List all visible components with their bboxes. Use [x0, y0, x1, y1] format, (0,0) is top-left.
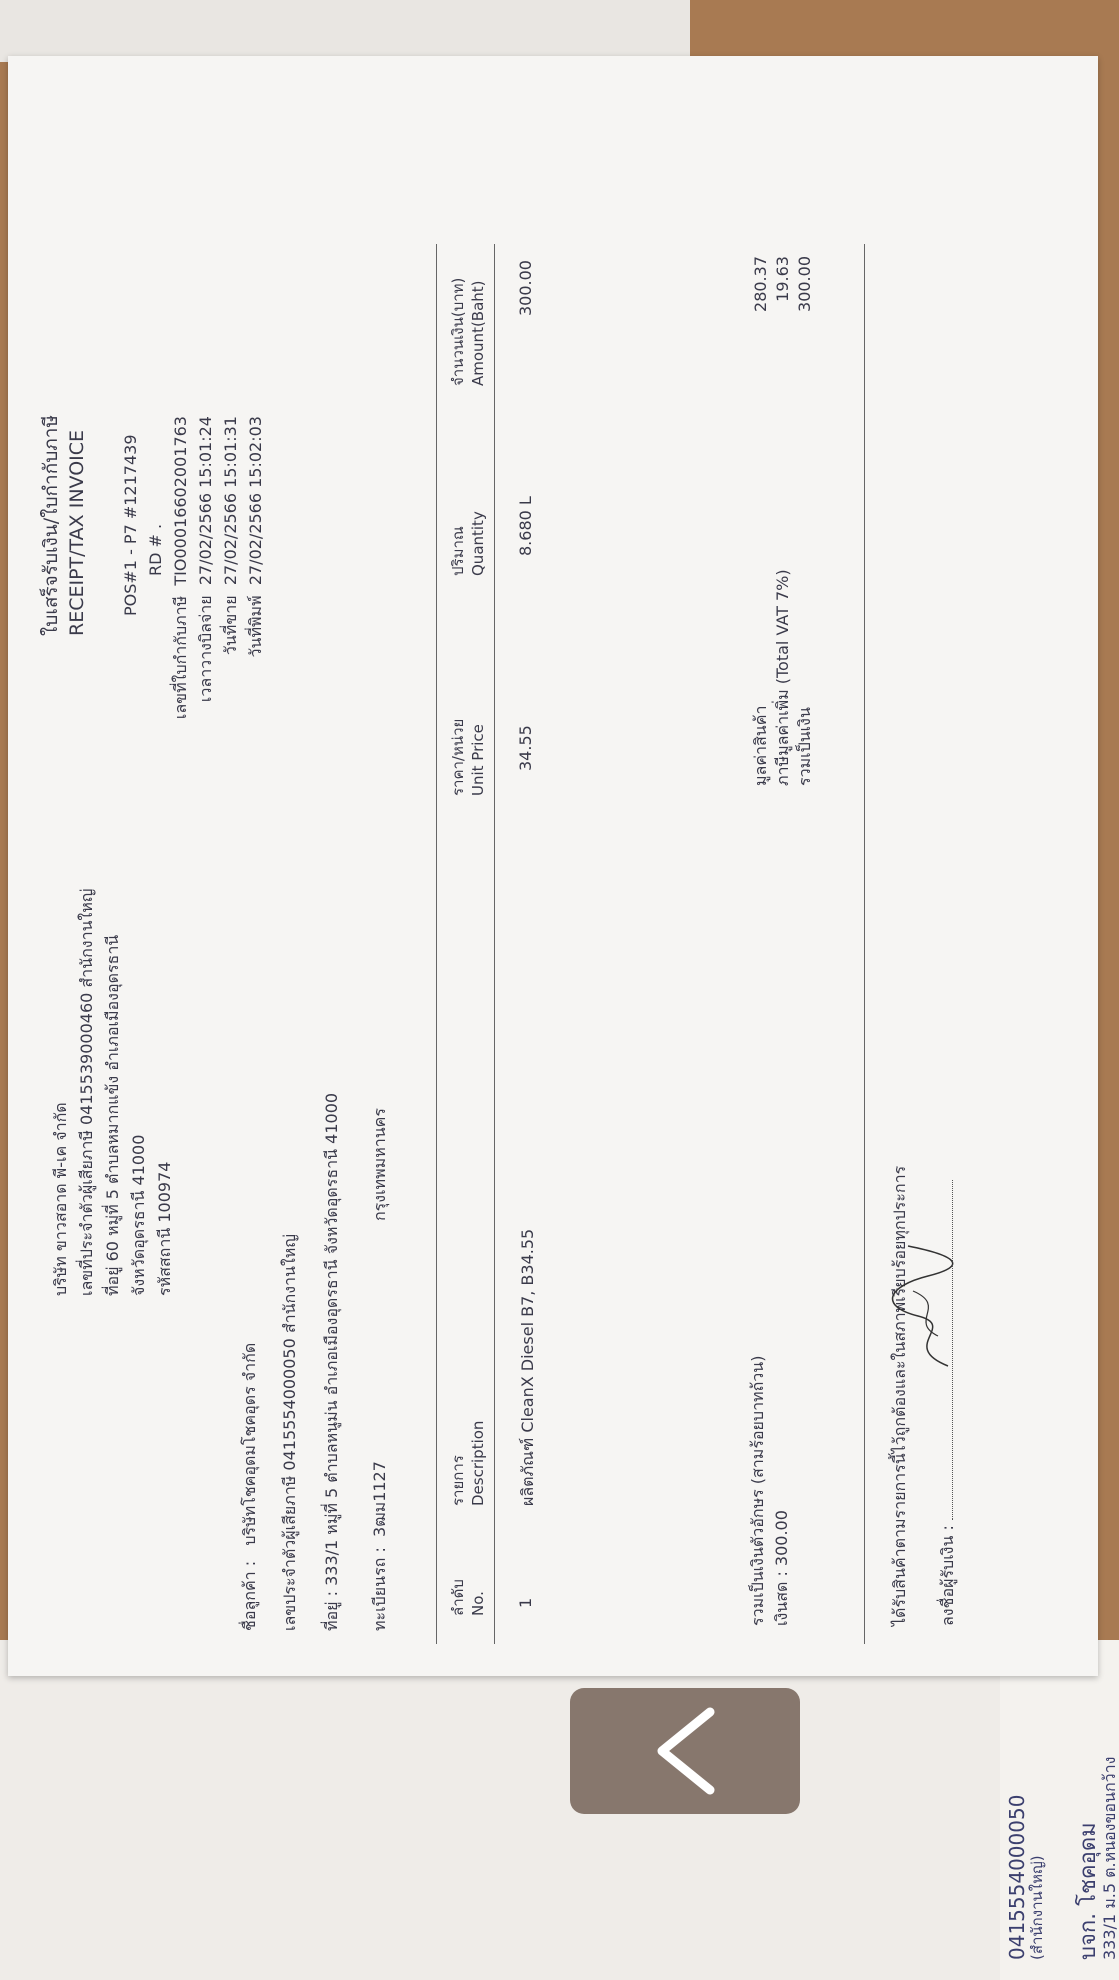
table-top-rule [436, 244, 437, 1644]
rd-number: RD # . [146, 523, 165, 576]
vat-label: ภาษีมูลค่าเพิ่ม (Total VAT 7%) [773, 569, 792, 786]
header-amount [448, 278, 488, 386]
header-quantity-en: Quantity [469, 511, 487, 576]
plate-number: 3ฒม1127 [370, 1461, 389, 1537]
vat-value: 19.63 [773, 256, 792, 302]
row-unit-price: 34.55 [516, 725, 535, 771]
sale-date-row [218, 416, 243, 876]
row-amount: 300.00 [516, 260, 535, 316]
header-description [448, 1421, 488, 1506]
totals-labels [750, 569, 816, 786]
company-branch-code: รหัสสถานี 100974 [155, 1161, 174, 1296]
totals-rule [864, 244, 865, 1644]
plate-province: กรุงเทพมหานคร [370, 1108, 389, 1221]
totals-values [750, 256, 816, 336]
receipt-document [8, 56, 1098, 1676]
subtotal-label: มูลค่าสินค้า [751, 705, 770, 786]
header-unit-price-th: ราคา/หน่วย [449, 718, 467, 796]
tax-invoice-label: เลขที่ใบกำกับภาษี [171, 595, 190, 720]
company-address-2: จังหวัดอุดรธานี 41000 [129, 1134, 148, 1296]
total-value: 300.00 [795, 256, 814, 312]
back-arrow-sticker [570, 1688, 800, 1814]
plate-label: ทะเบียนรถ : [370, 1547, 389, 1631]
header-unit-price [448, 719, 488, 796]
background-text-line-4: 0415554000050 [1005, 1794, 1029, 1960]
header-amount-en: Amount(Baht) [469, 280, 487, 386]
issue-time: 27/02/2566 15:01:24 [196, 416, 215, 586]
signature-label: ลงชื่อผู้รับเงิน : [938, 1520, 957, 1626]
row-description: ผลิตภัณฑ์ CleanX Diesel B7, B34.55 [518, 1228, 537, 1506]
document-title-en: RECEIPT/TAX INVOICE [66, 429, 88, 636]
company-address-1: ที่อยู่ 60 หมู่ที่ 5 ตำบลหมากแข้ง อำเภอเมืองอุดรธานี [103, 934, 122, 1296]
customer-name: บริษัทโชคอุดมโชคอุดร จำกัด [240, 1342, 259, 1546]
background-paper-top [0, 0, 690, 62]
plate-row [368, 1071, 393, 1631]
company-name: บริษัท ขาวสอาด พี-เค จำกัด [51, 1102, 70, 1296]
sale-date-label: วันที่ขาย [221, 595, 240, 656]
table-header-rule [494, 244, 495, 1644]
pos-number: POS#1 - P7 #1217439 [121, 434, 140, 616]
header-no [448, 1579, 488, 1616]
company-header [48, 888, 178, 1296]
tax-invoice-row [168, 416, 193, 876]
document-title-th: ใบเสร็จรับเงิน/ใบกำกับภาษี [40, 415, 62, 636]
header-no-th: ลำดับ [449, 1579, 467, 1616]
customer-tax-id: เลขประจำตัวผู้เสียภาษี 0415554000050 สำนักงานใหญ่ [280, 1234, 299, 1631]
header-description-th: รายการ [449, 1455, 467, 1506]
document-meta [118, 416, 268, 876]
background-text-line-3: (สำนักงานใหญ่) [1028, 1855, 1046, 1960]
header-no-en: No. [469, 1591, 487, 1616]
tax-invoice-number: TIO000166020017​63 [171, 416, 190, 586]
customer-name-row [238, 1343, 263, 1631]
header-amount-th: จำนวนเงิน(บาท) [449, 277, 467, 386]
signature-scribble [878, 1236, 968, 1376]
subtotal-value: 280.37 [751, 256, 770, 312]
document-title [38, 415, 90, 636]
cash-paid: เงินสด : 300.00 [772, 1510, 791, 1626]
print-date-row [243, 416, 268, 876]
background-paper-bottom [0, 1640, 1119, 1980]
customer-address: ที่อยู่ : 333/1 หมู่ที่ 5 ตำบลหนูม่น อำเภอเมืองอุดรธานี จังหวัดอุดรธานี 41000 [322, 1092, 341, 1631]
received-statement: ได้รับสินค้าตามรายการนี้ไว้ถูกต้องและในสภาพเรียบร้อยทุกประการ [890, 1165, 909, 1626]
company-tax-id: เลขที่ประจำตัวผู้เสียภาษี 0415539000460 สำนักงานใหญ่ [77, 888, 96, 1296]
issue-time-row [193, 416, 218, 876]
header-quantity-th: ปริมาณ [449, 526, 467, 576]
header-unit-price-en: Unit Price [469, 724, 487, 796]
background-text-line-2: 333/1 ม.5 ต.หนองขอนกว้าง [1100, 1756, 1119, 1960]
row-quantity: 8.680 L [516, 496, 535, 556]
issue-time-label: เวลาวางบิลจ่าย [196, 595, 215, 703]
total-label: รวมเป็นเงิน [795, 707, 814, 786]
background-text-line-1: บจก. โชคอุดม [1076, 1822, 1101, 1960]
customer-name-label: ชื่อลูกค้า : [240, 1560, 259, 1631]
row-no: 1 [516, 1597, 535, 1608]
chevron-left-icon [570, 1688, 800, 1814]
receipt-content [8, 76, 1088, 1656]
sale-date: 27/02/2566 15:01:31 [221, 416, 240, 586]
header-quantity [448, 511, 488, 576]
print-date-label: วันที่พิมพ์ [246, 595, 265, 658]
print-date: 27/02/2566 15:02:03 [246, 416, 265, 586]
header-description-en: Description [469, 1420, 487, 1506]
amount-in-words: รวมเป็นเงินตัวอักษร (สามร้อยบาทถ้วน) [748, 1355, 767, 1626]
